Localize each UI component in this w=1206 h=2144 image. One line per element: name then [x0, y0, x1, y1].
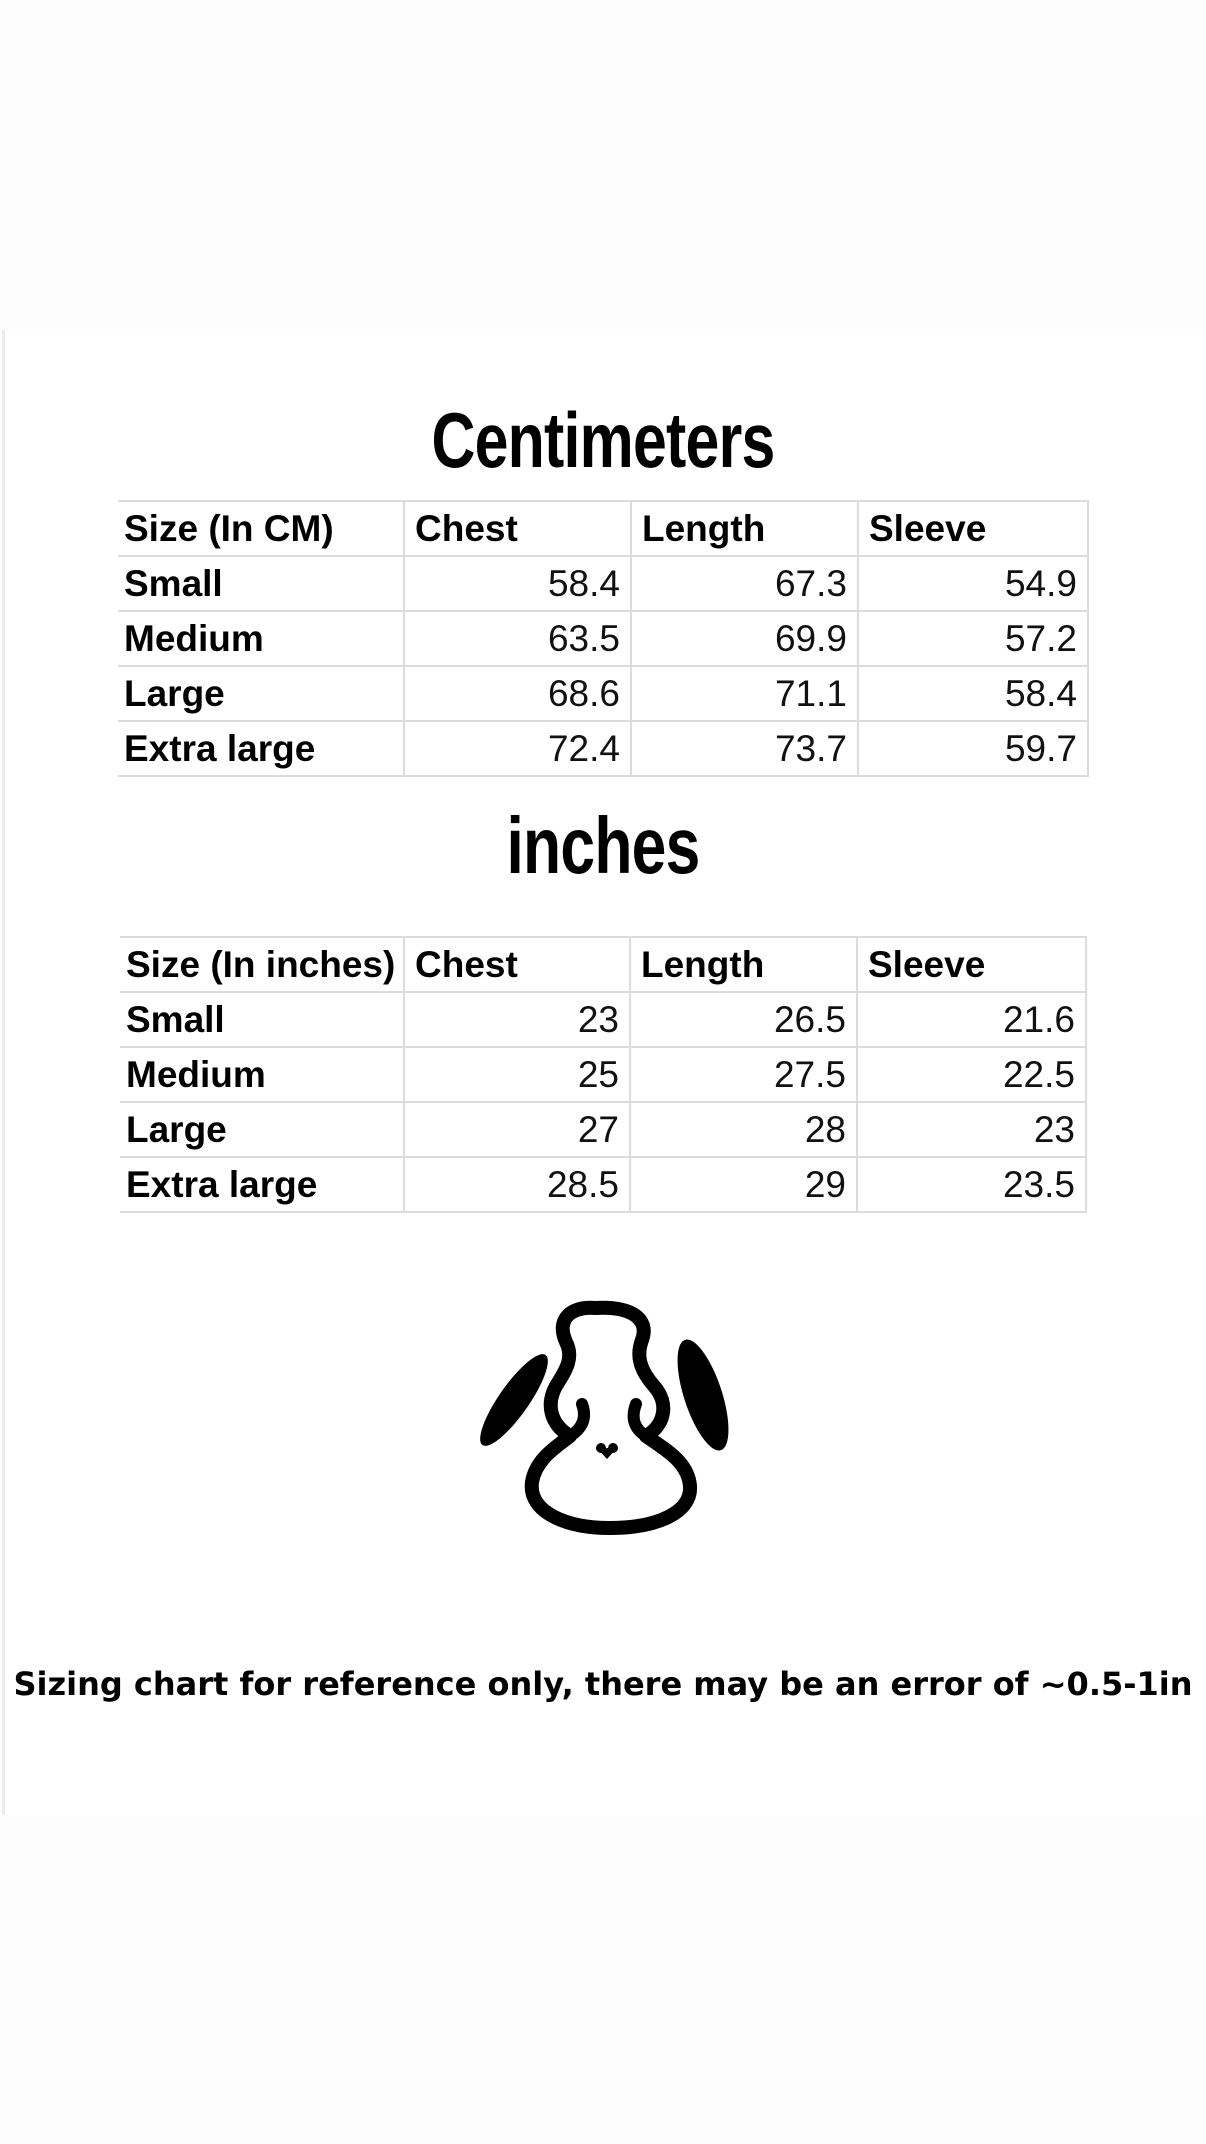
centimeters-size-table [118, 500, 1089, 777]
size-label: Small [120, 992, 404, 1047]
chest-value: 63.5 [404, 611, 631, 666]
chest-value: 72.4 [404, 721, 631, 776]
table-row [118, 721, 1088, 776]
table-row [118, 556, 1088, 611]
table-row [120, 1157, 1086, 1212]
length-value: 69.9 [631, 611, 858, 666]
column-header-length: Length [631, 501, 858, 556]
table-row [118, 611, 1088, 666]
column-header-chest: Chest [404, 937, 630, 992]
sleeve-value: 22.5 [857, 1047, 1086, 1102]
column-header-chest: Chest [404, 501, 631, 556]
size-label: Large [118, 666, 404, 721]
size-label: Extra large [120, 1157, 404, 1212]
chest-value: 27 [404, 1102, 630, 1157]
centimeters-heading: Centimeters [431, 396, 775, 484]
dog-face-logo-icon [470, 1300, 740, 1540]
size-label: Medium [120, 1047, 404, 1102]
sleeve-value: 59.7 [858, 721, 1088, 776]
inches-size-table [120, 936, 1087, 1213]
size-label: Extra large [118, 721, 404, 776]
table-row [120, 1047, 1086, 1102]
size-label: Large [120, 1102, 404, 1157]
sleeve-value: 57.2 [858, 611, 1088, 666]
length-value: 29 [630, 1157, 857, 1212]
length-value: 27.5 [630, 1047, 857, 1102]
sleeve-value: 58.4 [858, 666, 1088, 721]
sleeve-value: 21.6 [857, 992, 1086, 1047]
table-row [120, 1102, 1086, 1157]
column-header-sleeve: Sleeve [858, 501, 1088, 556]
inches-heading: inches [506, 801, 700, 890]
table-header-row [120, 937, 1086, 992]
table-row [120, 992, 1086, 1047]
chest-value: 68.6 [404, 666, 631, 721]
length-value: 73.7 [631, 721, 858, 776]
column-header-size: Size (In CM) [118, 501, 404, 556]
column-header-size: Size (In inches) [120, 937, 404, 992]
length-value: 67.3 [631, 556, 858, 611]
sleeve-value: 23 [857, 1102, 1086, 1157]
column-header-length: Length [630, 937, 857, 992]
chest-value: 58.4 [404, 556, 631, 611]
sleeve-value: 54.9 [858, 556, 1088, 611]
size-label: Small [118, 556, 404, 611]
size-label: Medium [118, 611, 404, 666]
length-value: 26.5 [630, 992, 857, 1047]
sleeve-value: 23.5 [857, 1157, 1086, 1212]
chest-value: 28.5 [404, 1157, 630, 1212]
table-header-row [118, 501, 1088, 556]
chest-value: 23 [404, 992, 630, 1047]
sizing-disclaimer: Sizing chart for reference only, there may be an error of ~0.5-1in [13, 1665, 1193, 1703]
chest-value: 25 [404, 1047, 630, 1102]
length-value: 71.1 [631, 666, 858, 721]
column-header-sleeve: Sleeve [857, 937, 1086, 992]
table-row [118, 666, 1088, 721]
length-value: 28 [630, 1102, 857, 1157]
